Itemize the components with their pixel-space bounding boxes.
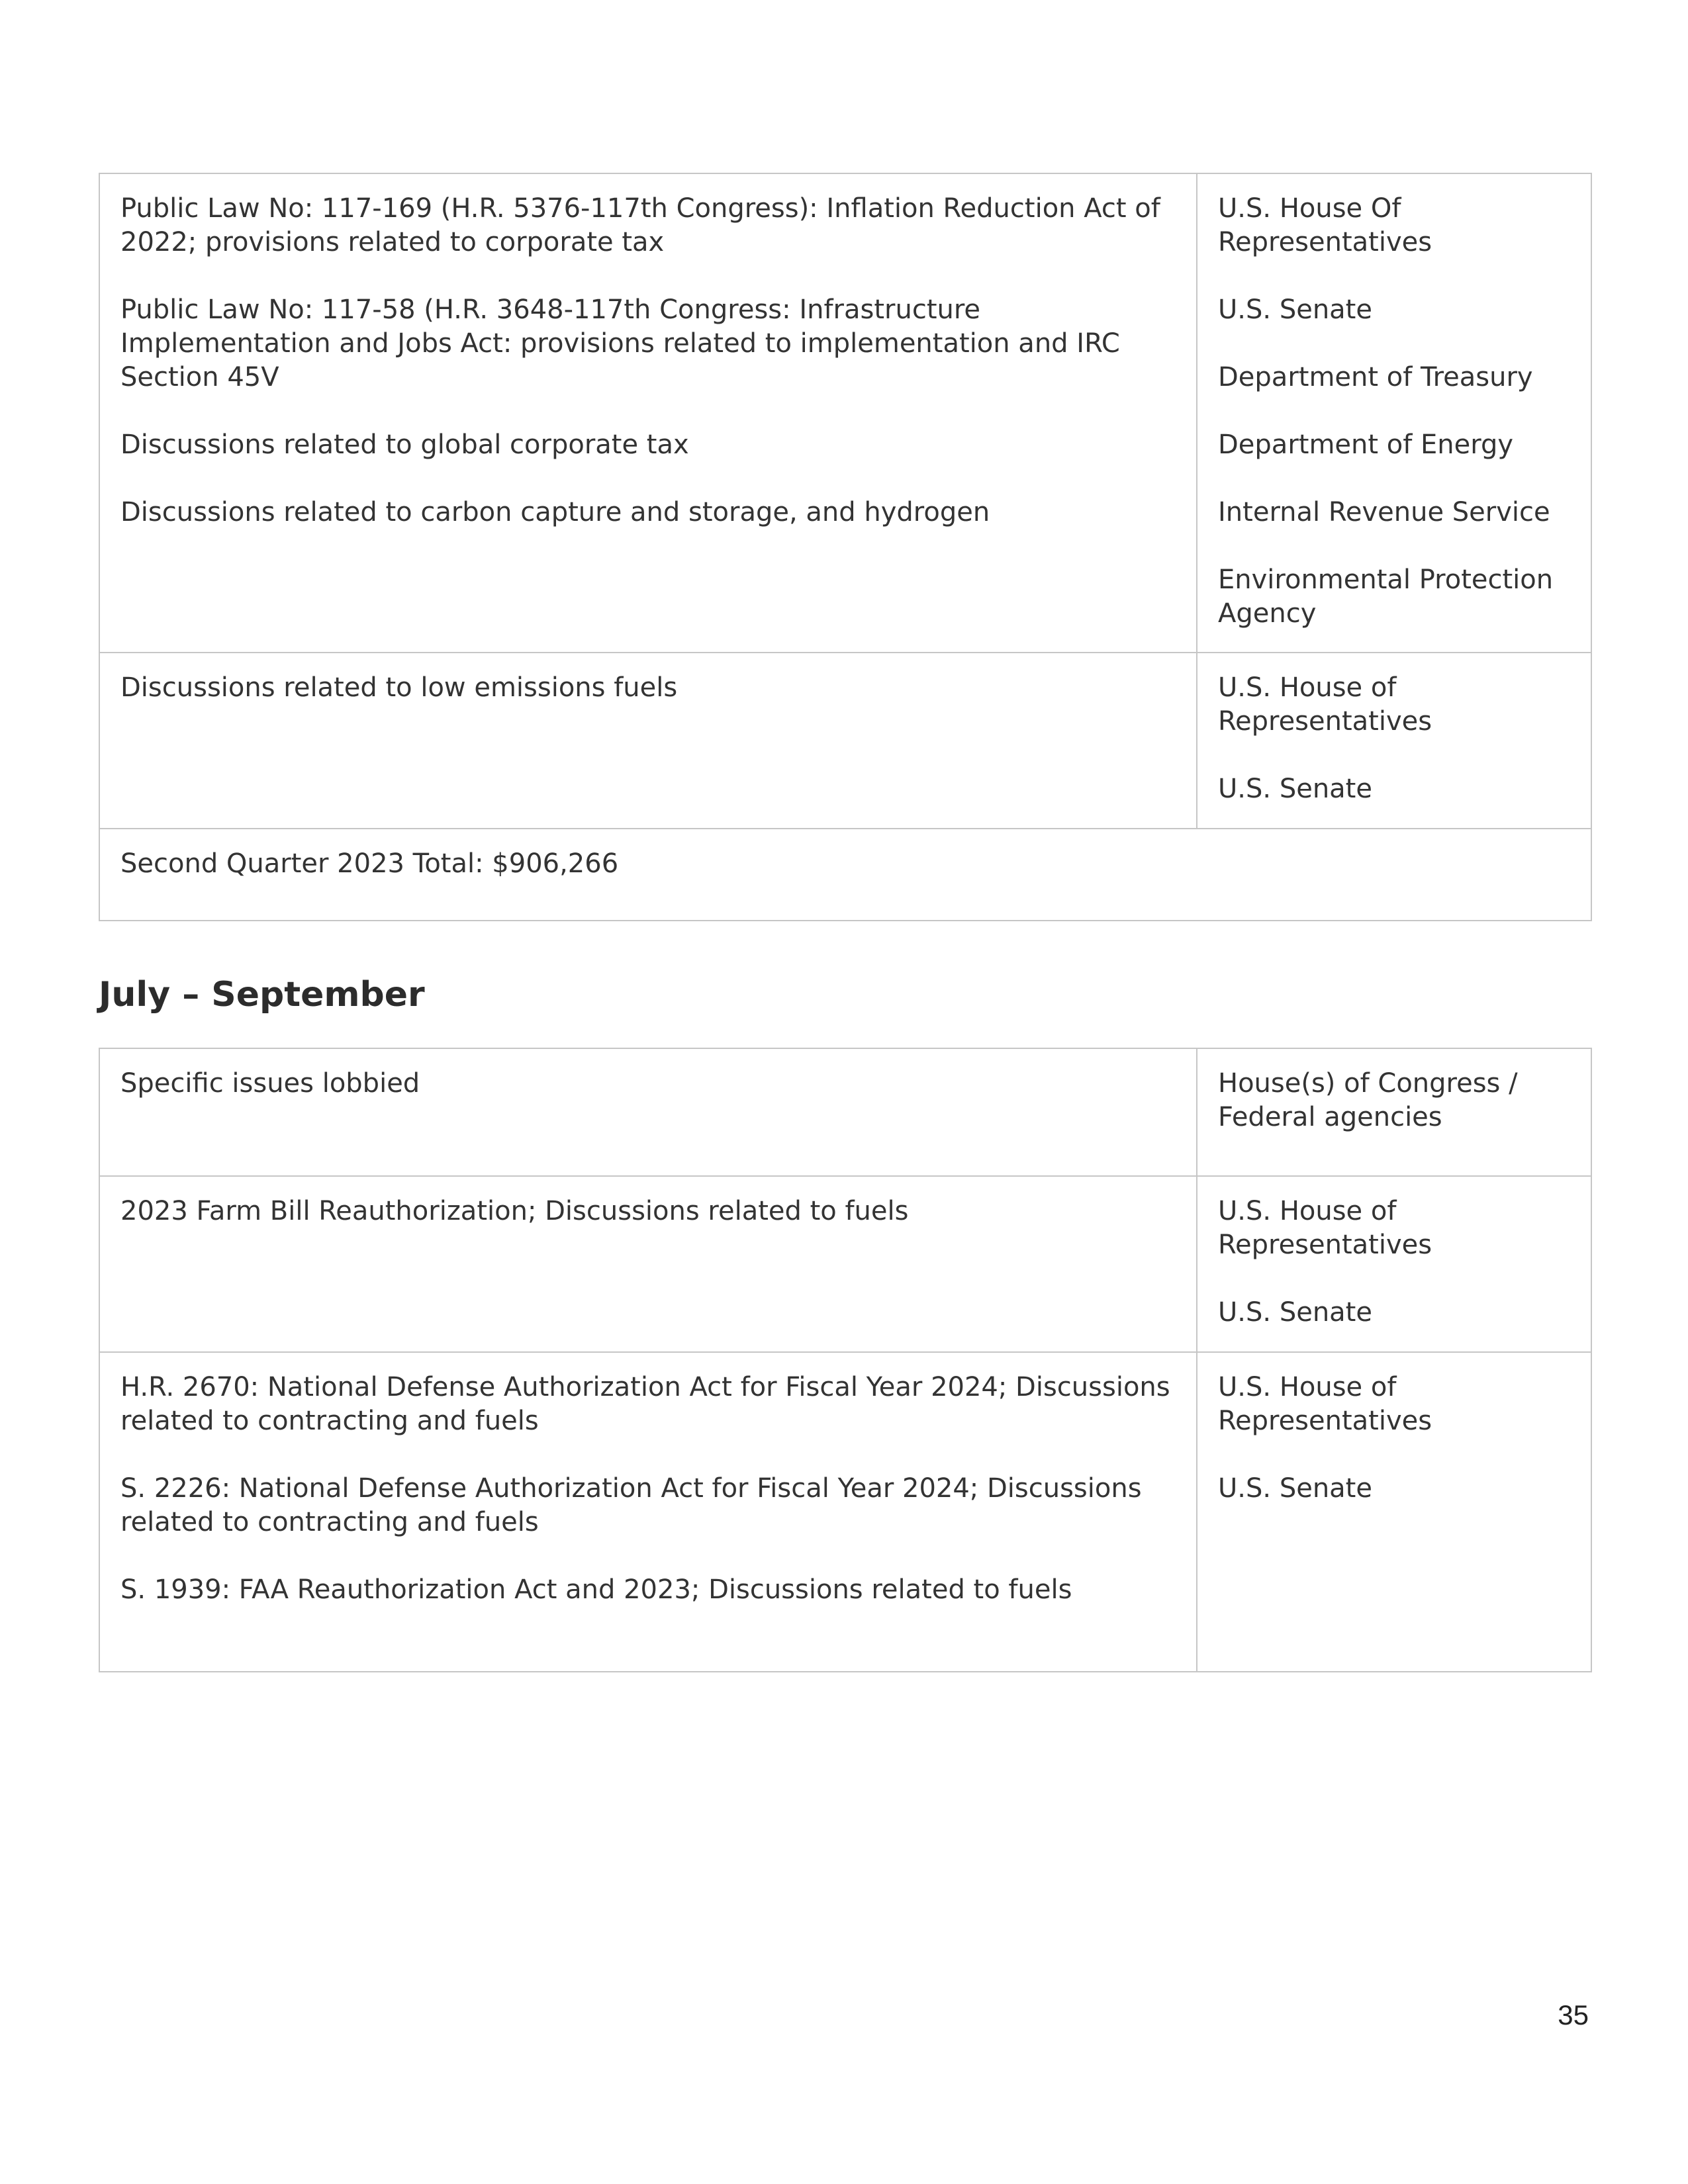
table-row bbox=[99, 173, 1591, 653]
issues-cell bbox=[99, 1352, 1197, 1672]
issues-cell bbox=[99, 1176, 1197, 1352]
table-row bbox=[99, 1176, 1591, 1352]
header-issues: Specific issues lobbied bbox=[99, 1048, 1197, 1176]
q2-lobbying-table bbox=[99, 173, 1592, 921]
table-row bbox=[99, 653, 1591, 829]
agency-item: U.S. House Of Representatives bbox=[1218, 193, 1432, 257]
agency-item: U.S. Senate bbox=[1218, 1473, 1372, 1504]
page-number: 35 bbox=[1558, 1999, 1589, 2030]
agency-item: Internal Revenue Service bbox=[1218, 497, 1550, 527]
agency-item: Department of Energy bbox=[1218, 430, 1514, 460]
header-agencies: House(s) of Congress / Federal agencies bbox=[1197, 1048, 1591, 1176]
agencies-cell bbox=[1197, 173, 1591, 653]
q3-lobbying-table bbox=[99, 1048, 1592, 1672]
agency-item: U.S. House of Representatives bbox=[1218, 1372, 1432, 1436]
issue-item: S. 2226: National Defense Authorization Act for Fiscal Year 2024; Discussions related to contracting and fuels bbox=[120, 1473, 1142, 1537]
quarter-total: Second Quarter 2023 Total: $906,266 bbox=[99, 829, 1591, 921]
issue-item: S. 1939: FAA Reauthorization Act and 2023; Discussions related to fuels bbox=[120, 1574, 1072, 1605]
total-row bbox=[99, 829, 1591, 921]
agencies-cell bbox=[1197, 1352, 1591, 1672]
agencies-cell bbox=[1197, 1176, 1591, 1352]
agency-item: Environmental Protection Agency bbox=[1218, 565, 1554, 629]
issue-item: Public Law No: 117-58 (H.R. 3648-117th Congress: Infrastructure Implementation and Jobs Act: provisions related to implementation and IRC Section 45V bbox=[120, 295, 1120, 392]
table-row bbox=[99, 1352, 1591, 1672]
issue-item: 2023 Farm Bill Reauthorization; Discussions related to fuels bbox=[120, 1196, 909, 1226]
agency-item: Department of Treasury bbox=[1218, 362, 1533, 392]
issue-item: Discussions related to low emissions fuels bbox=[120, 672, 678, 703]
issues-cell bbox=[99, 653, 1197, 829]
issue-item: Discussions related to carbon capture and storage, and hydrogen bbox=[120, 497, 990, 527]
issue-item: Discussions related to global corporate tax bbox=[120, 430, 689, 460]
agencies-cell bbox=[1197, 653, 1591, 829]
agency-item: U.S. Senate bbox=[1218, 295, 1372, 325]
issue-item: H.R. 2670: National Defense Authorization Act for Fiscal Year 2024; Discussions related to contracting and fuels bbox=[120, 1372, 1170, 1436]
issues-cell bbox=[99, 173, 1197, 653]
agency-item: U.S. Senate bbox=[1218, 774, 1372, 804]
agency-item: U.S. House of Representatives bbox=[1218, 672, 1432, 737]
agency-item: U.S. House of Representatives bbox=[1218, 1196, 1432, 1260]
issue-item: Public Law No: 117-169 (H.R. 5376-117th Congress): Inflation Reduction Act of 2022; provisions related to corporate tax bbox=[120, 193, 1160, 257]
table-header-row bbox=[99, 1048, 1591, 1176]
section-heading: July – September bbox=[99, 975, 425, 1015]
agency-item: U.S. Senate bbox=[1218, 1297, 1372, 1328]
